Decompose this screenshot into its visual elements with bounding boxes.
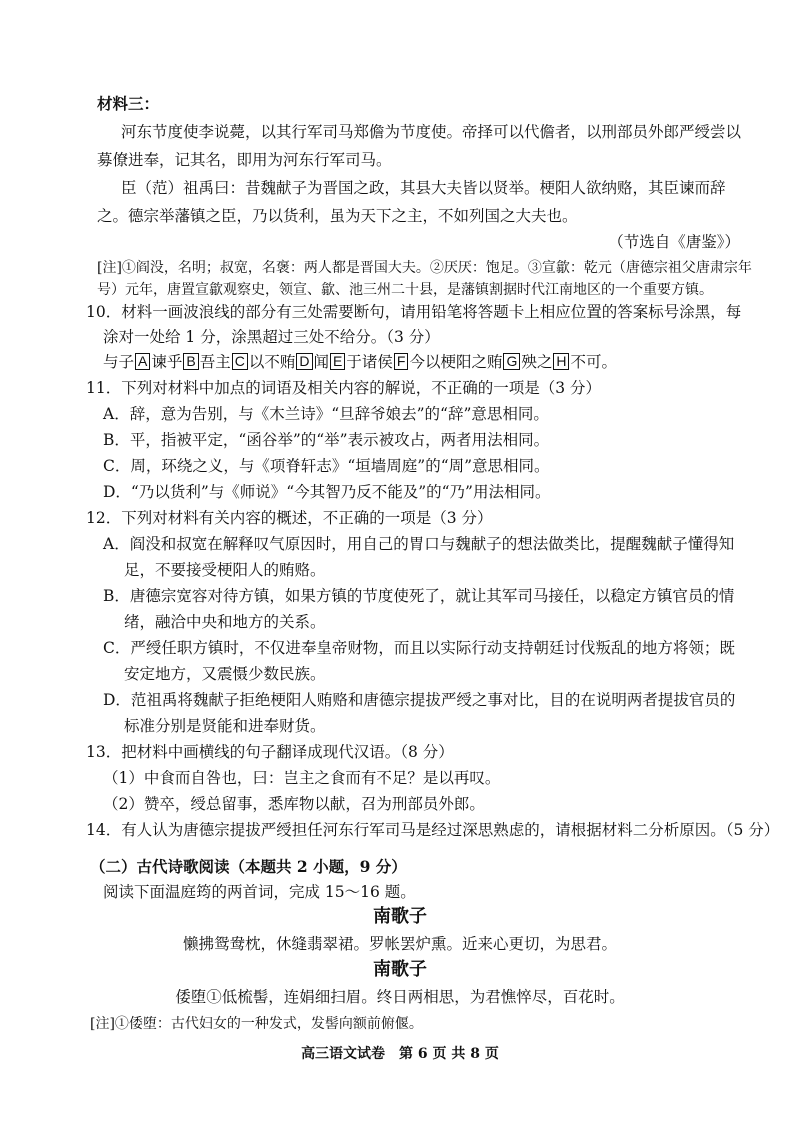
q10-sentence [103, 352, 617, 372]
q12-option-c-line1: C．严绶任职方镇时，不仅进奉皇帝财物，而且以实际行动支持朝廷讨伐叛乱的地方将领；既 [103, 639, 735, 657]
seg-text: 今以梗阳之贿 [409, 353, 503, 371]
material3-note-line1: [注]①阎没，名明；叔宽，名褒：两人都是晋国大夫。②厌厌：饱足。③宣歙：乾元（唐德宗祖父唐肃宗年 [97, 260, 752, 276]
q12-option-d-line2: 标准分别是贤能和进奉财货。 [124, 717, 326, 735]
answer-box-c[interactable]: C [232, 353, 248, 370]
answer-box-f[interactable]: F [394, 353, 409, 370]
seg-text: 于诸侯 [346, 353, 393, 371]
page-footer: 高三语文试卷 第 6 页 共 8 页 [301, 1046, 499, 1062]
seg-text: 闻 [313, 353, 330, 371]
seg-text: 吾主 [199, 353, 231, 371]
section2-intro: 阅读下面温庭筠的两首词，完成 15～16 题。 [103, 883, 416, 901]
section2-heading: （二）古代诗歌阅读（本题共 2 小题，9 分） [90, 857, 407, 876]
q12-option-c-line2: 安定地方，又震慑少数民族。 [124, 665, 326, 683]
answer-box-g[interactable]: G [503, 353, 520, 370]
q13-sentence-2: （2）赞卒，绶总留事，悉库物以献，召为刑部员外郎。 [103, 795, 485, 813]
answer-box-d[interactable]: D [296, 353, 312, 370]
seg-text: 谏乎 [151, 353, 183, 371]
material3-heading: 材料三： [97, 94, 160, 113]
material3-source: （节选自《唐鉴》） [608, 233, 740, 251]
answer-box-b[interactable]: B [183, 353, 198, 370]
seg-text: 与子 [103, 353, 135, 371]
seg-text: 不可。 [570, 353, 617, 371]
q11-option-d: D．“乃以货利”与《师说》“今其智乃反不能及”的“乃”用法相同。 [103, 483, 551, 501]
q12-option-a-line2: 足，不要接受梗阳人的贿赂。 [124, 561, 326, 579]
poem-note: [注]①倭堕：古代妇女的一种发式，发髻向额前俯偃。 [90, 1016, 423, 1032]
q12-option-a-line1: A．阎没和叔宽在解释叹气原因时，用自己的胃口与魏献子的想法做类比，提醒魏献子懂得知 [103, 535, 735, 553]
poem1-title: 南歌子 [373, 906, 427, 927]
q12-option-d-line1: D．范祖禹将魏献子拒绝梗阳人贿赂和唐德宗提拔严绶之事对比，目的在说明两者提拔官员的 [103, 691, 736, 709]
material3-p2-line2: 之。德宗举藩镇之臣，乃以货利，虽为天下之主，不如列国之大夫也。 [97, 207, 578, 225]
q13-stem: 13．把材料中画横线的句子翻译成现代汉语。（8 分） [86, 743, 454, 761]
material3-p1-line2: 募僚进奉，记其名，即用为河东行军司马。 [97, 151, 392, 169]
poem2-title: 南歌子 [373, 959, 427, 980]
q11-stem: 11．下列对材料中加点的词语及相关内容的解说，不正确的一项是（3 分） [86, 379, 602, 397]
q10-stem-line1: 10．材料一画波浪线的部分有三处需要断句，请用铅笔将答题卡上相应位置的答案标号涂黑，每 [86, 303, 742, 321]
q14-stem: 14．有人认为唐德宗提拔严绶担任河东行军司马是经过深思熟虑的，请根据材料二分析原因。（5 分） [86, 821, 780, 839]
q12-option-b-line2: 绪，融洽中央和地方的关系。 [124, 613, 326, 631]
seg-text: 以不贿 [248, 353, 296, 371]
poem1-text: 懒拂鸳鸯枕，休缝翡翠裙。罗帐罢炉熏。近来心更切，为思君。 [182, 935, 617, 953]
answer-box-h[interactable]: H [553, 353, 569, 370]
material3-p1-line1: 河东节度使李说薨，以其行军司马郑儋为节度使。帝择可以代儋者，以刑部员外郎严绶尝以 [121, 123, 742, 141]
q11-option-b: B．平，指被平定，“函谷举”的“举”表示被攻占，两者用法相同。 [103, 431, 550, 449]
answer-box-e[interactable]: E [330, 353, 345, 370]
poem2-text: 倭堕①低梳髻，连娟细扫眉。终日两相思，为君憔悴尽，百花时。 [175, 988, 625, 1006]
q12-stem: 12．下列对材料有关内容的概述，不正确的一项是（3 分） [86, 509, 493, 527]
q13-sentence-1: （1）中食而自咎也，曰：岂主之食而有不足？是以再叹。 [103, 769, 501, 787]
answer-box-a[interactable]: A [135, 353, 150, 370]
material3-p2-line1: 臣（范）祖禹曰：昔魏献子为晋国之政，其县大夫皆以贤举。梗阳人欲纳赂，其臣谏而辞 [121, 179, 726, 197]
q12-option-b-line1: B．唐德宗宽容对待方镇，如果方镇的节度使死了，就让其军司马接任，以稳定方镇官员的情 [103, 587, 735, 605]
q11-option-c: C．周，环绕之义，与《项脊轩志》“垣墙周庭”的“周”意思相同。 [103, 457, 550, 475]
seg-text: 殃之 [521, 353, 553, 371]
q11-option-a: A．辞，意为告别，与《木兰诗》“旦辞爷娘去”的“辞”意思相同。 [103, 405, 549, 423]
q10-stem-line2: 涂对一处给 1 分，涂黑超过三处不给分。（3 分） [103, 328, 440, 346]
material3-note-line2: 号）元年，唐置宣歙观察史，领宣、歙、池三州二十县，是藩镇割据时代江南地区的一个重要方镇。 [97, 282, 713, 298]
